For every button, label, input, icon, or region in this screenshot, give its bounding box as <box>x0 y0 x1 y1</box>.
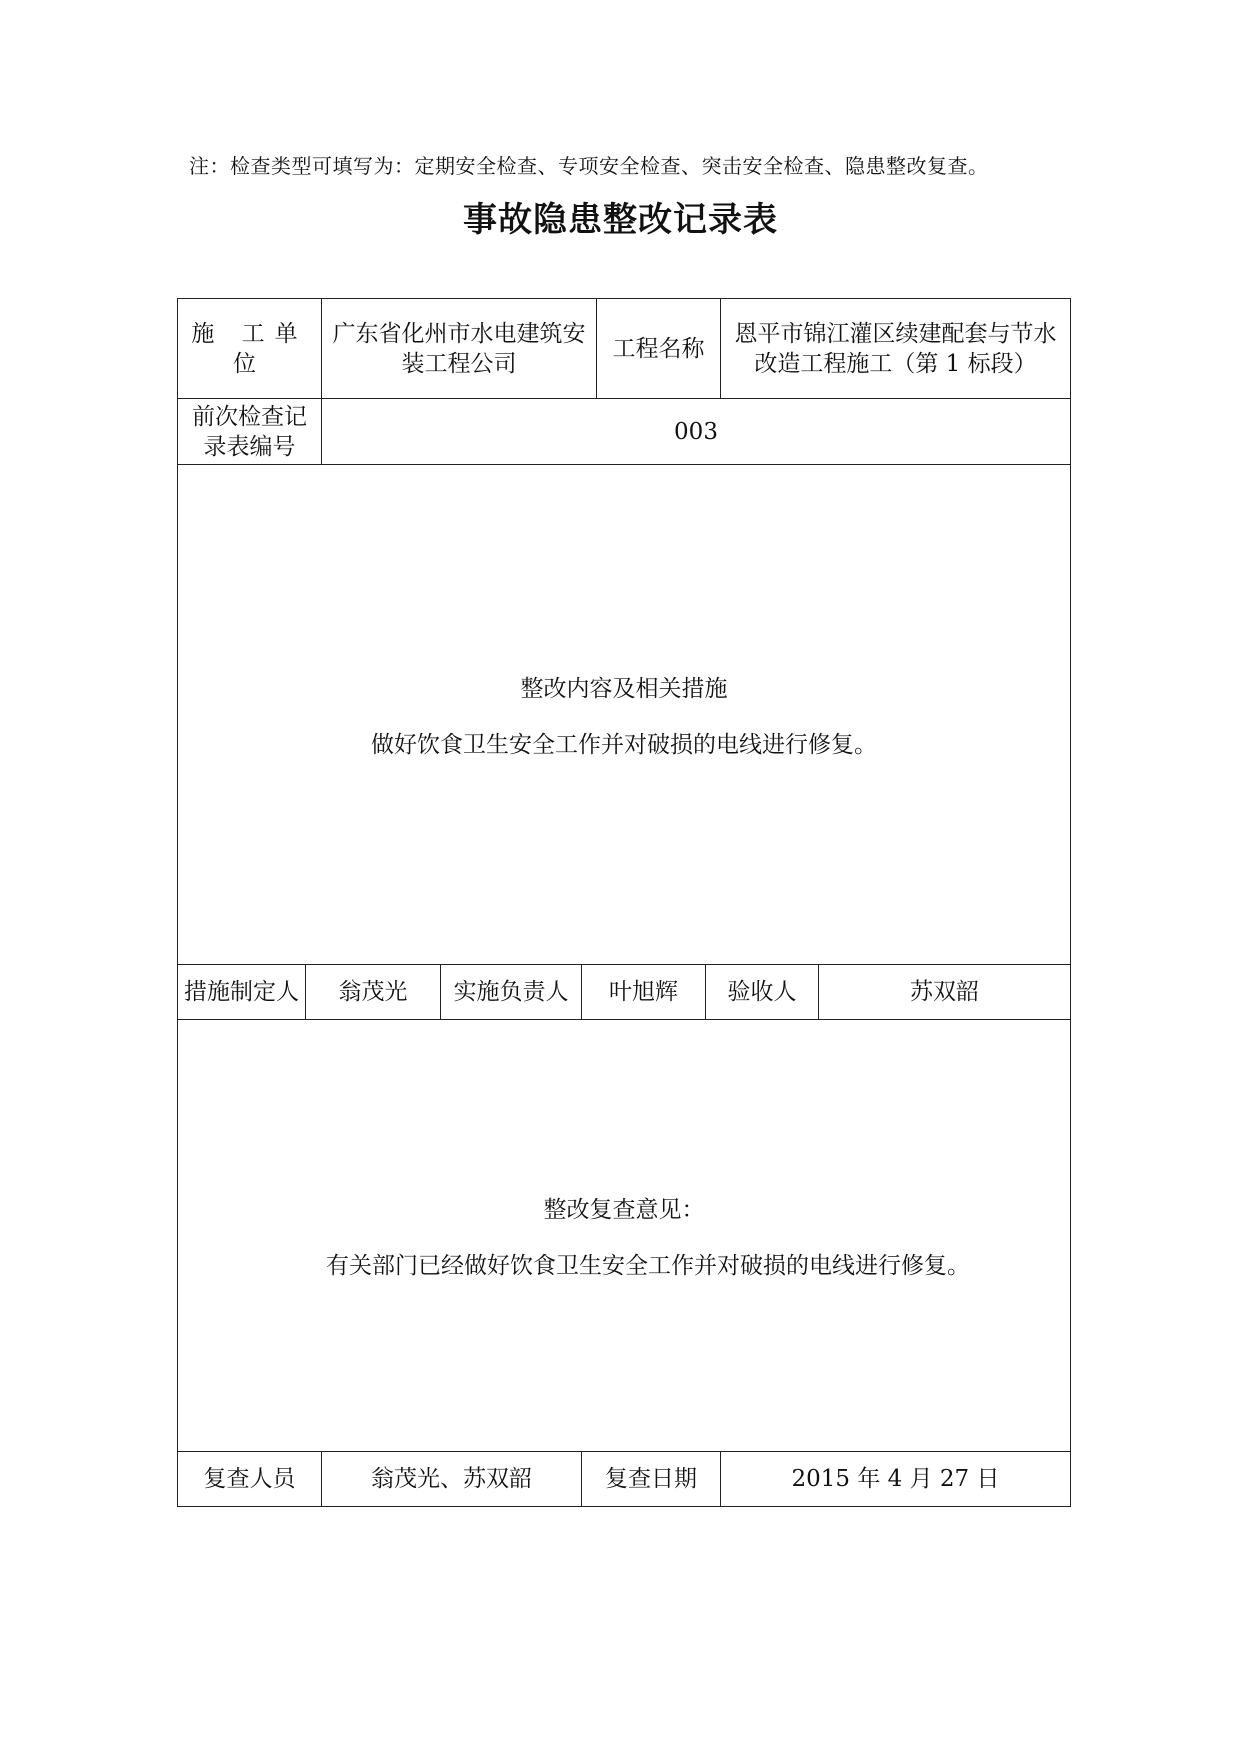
project-name-value: 恩平市锦江灌区续建配套与节水改造工程施工（第 1 标段） <box>721 299 1071 399</box>
row-responsible-people <box>178 965 1071 1020</box>
planner-label: 措施制定人 <box>178 965 306 1020</box>
reviewer-value: 翁茂光、苏双韶 <box>322 1452 582 1507</box>
row-review-opinion <box>178 1020 1071 1452</box>
previous-record-label: 前次检查记录表编号 <box>178 399 322 465</box>
previous-record-number: 003 <box>322 399 1071 465</box>
reviewer-label: 复查人员 <box>178 1452 322 1507</box>
review-heading: 整改复查意见： <box>543 1196 705 1223</box>
executor-value: 叶旭辉 <box>582 965 706 1020</box>
planner-value: 翁茂光 <box>306 965 441 1020</box>
construction-unit-label: 施 工单 位 <box>178 299 322 399</box>
review-date-label: 复查日期 <box>582 1452 721 1507</box>
review-opinion-cell <box>178 1020 1071 1452</box>
review-date-value: 2015 年 4 月 27 日 <box>721 1452 1071 1507</box>
construction-unit-value: 广东省化州市水电建筑安装工程公司 <box>322 299 597 399</box>
executor-label: 实施负责人 <box>441 965 582 1020</box>
rectification-content-cell <box>178 465 1071 965</box>
acceptor-label: 验收人 <box>706 965 819 1020</box>
row-construction-unit <box>178 299 1071 399</box>
document-title: 事故隐患整改记录表 <box>463 200 778 240</box>
row-previous-record <box>178 399 1071 465</box>
acceptor-value: 苏双韶 <box>819 965 1071 1020</box>
rectification-content: 做好饮食卫生安全工作并对破损的电线进行修复。 <box>371 731 877 758</box>
note-text: 注：检查类型可填写为：定期安全检查、专项安全检查、突击安全检查、隐患整改复查。 <box>189 154 989 178</box>
review-content: 有关部门已经做好饮食卫生安全工作并对破损的电线进行修复。 <box>326 1252 970 1279</box>
rectification-record-table <box>177 298 1071 1507</box>
row-rectification-content <box>178 465 1071 965</box>
rectification-heading: 整改内容及相关措施 <box>520 675 728 702</box>
row-review-footer <box>178 1452 1071 1507</box>
project-name-label: 工程名称 <box>597 299 721 399</box>
